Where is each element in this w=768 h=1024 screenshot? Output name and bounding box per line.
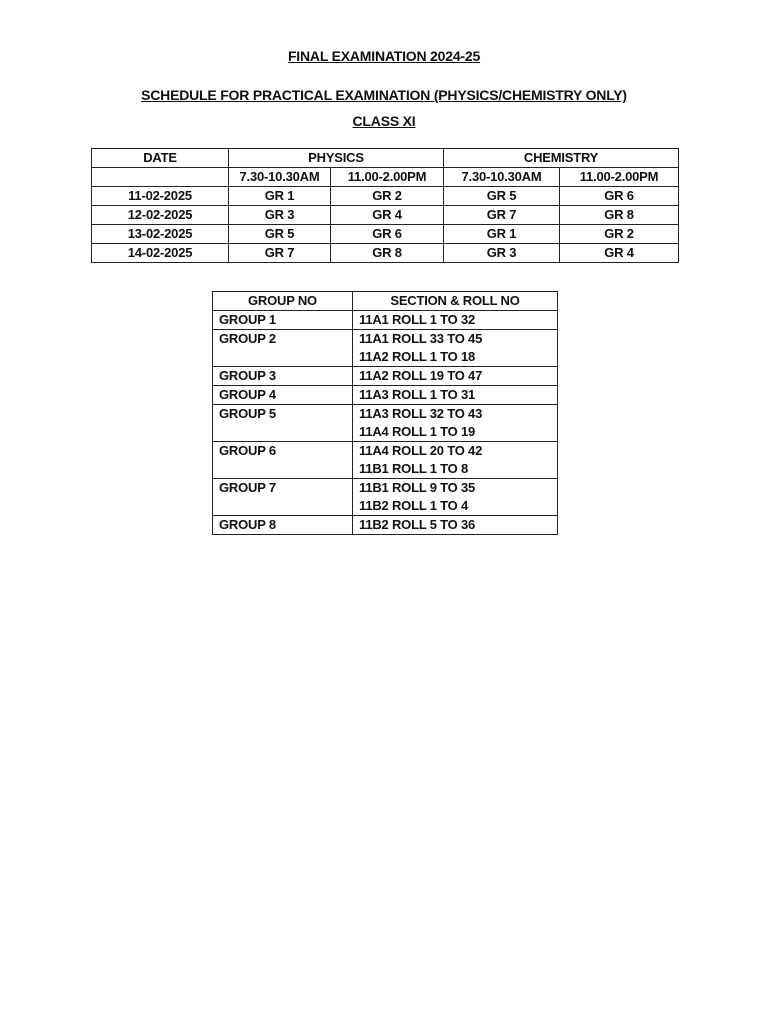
schedule-group-cell: GR 8	[331, 244, 444, 263]
schedule-group-cell: GR 6	[331, 225, 444, 244]
schedule-slot-row	[92, 168, 679, 187]
group-name: GROUP 3	[213, 367, 353, 386]
schedule-group-cell: GR 4	[331, 206, 444, 225]
section-roll-range: 11A2 ROLL 19 TO 47	[359, 368, 483, 383]
schedule-table	[91, 148, 679, 263]
schedule-date: 13-02-2025	[92, 225, 229, 244]
section-roll-range: 11A1 ROLL 33 TO 45	[359, 331, 483, 346]
schedule-group-cell: GR 3	[229, 206, 331, 225]
schedule-group-cell: GR 2	[560, 225, 679, 244]
exam-title: FINAL EXAMINATION 2024-25	[287, 48, 481, 64]
section-roll-range: 11B1 ROLL 1 TO 8	[359, 461, 469, 476]
section-header: SECTION & ROLL NO	[353, 292, 558, 311]
group-sections	[353, 386, 558, 405]
group-sections	[353, 405, 558, 442]
chemistry-header: CHEMISTRY	[444, 149, 679, 168]
date-header: DATE	[92, 149, 229, 168]
group-name: GROUP 5	[213, 405, 353, 442]
schedule-row	[92, 244, 679, 263]
schedule-row	[92, 225, 679, 244]
schedule-group-cell: GR 4	[560, 244, 679, 263]
schedule-group-cell: GR 7	[444, 206, 560, 225]
schedule-group-cell: GR 1	[444, 225, 560, 244]
section-roll-range: 11A3 ROLL 32 TO 43	[359, 406, 483, 421]
schedule-row	[92, 187, 679, 206]
groups-table	[212, 291, 558, 535]
group-name: GROUP 7	[213, 479, 353, 516]
slot-header: 7.30-10.30AM	[229, 168, 331, 187]
schedule-group-cell: GR 2	[331, 187, 444, 206]
group-sections	[353, 311, 558, 330]
group-name: GROUP 1	[213, 311, 353, 330]
schedule-date: 14-02-2025	[92, 244, 229, 263]
group-row	[213, 479, 558, 516]
group-row	[213, 367, 558, 386]
group-sections	[353, 516, 558, 535]
schedule-group-cell: GR 3	[444, 244, 560, 263]
groups-header-row	[213, 292, 558, 311]
section-roll-range: 11A1 ROLL 1 TO 32	[359, 312, 476, 327]
schedule-row	[92, 206, 679, 225]
physics-header: PHYSICS	[229, 149, 444, 168]
schedule-header-row	[92, 149, 679, 168]
section-roll-range: 11A4 ROLL 1 TO 19	[359, 424, 476, 439]
section-roll-range: 11A4 ROLL 20 TO 42	[359, 443, 483, 458]
section-roll-range: 11A2 ROLL 1 TO 18	[359, 349, 476, 364]
group-row	[213, 516, 558, 535]
slot-header: 11.00-2.00PM	[560, 168, 679, 187]
class-label: CLASS XI	[352, 113, 416, 129]
group-row	[213, 442, 558, 479]
schedule-group-cell: GR 7	[229, 244, 331, 263]
schedule-date: 12-02-2025	[92, 206, 229, 225]
group-name: GROUP 6	[213, 442, 353, 479]
slot-header: 7.30-10.30AM	[444, 168, 560, 187]
section-roll-range: 11B2 ROLL 5 TO 36	[359, 517, 476, 532]
group-name: GROUP 4	[213, 386, 353, 405]
group-sections	[353, 367, 558, 386]
empty-cell	[92, 168, 229, 187]
section-roll-range: 11B1 ROLL 9 TO 35	[359, 480, 476, 495]
schedule-group-cell: GR 8	[560, 206, 679, 225]
group-row	[213, 311, 558, 330]
slot-header: 11.00-2.00PM	[331, 168, 444, 187]
section-roll-range: 11A3 ROLL 1 TO 31	[359, 387, 476, 402]
group-row	[213, 386, 558, 405]
schedule-group-cell: GR 1	[229, 187, 331, 206]
group-name: GROUP 8	[213, 516, 353, 535]
schedule-date: 11-02-2025	[92, 187, 229, 206]
group-no-header: GROUP NO	[213, 292, 353, 311]
schedule-group-cell: GR 6	[560, 187, 679, 206]
group-name: GROUP 2	[213, 330, 353, 367]
group-row	[213, 330, 558, 367]
group-sections	[353, 479, 558, 516]
schedule-group-cell: GR 5	[229, 225, 331, 244]
group-sections	[353, 330, 558, 367]
group-sections	[353, 442, 558, 479]
group-row	[213, 405, 558, 442]
section-roll-range: 11B2 ROLL 1 TO 4	[359, 498, 469, 513]
schedule-group-cell: GR 5	[444, 187, 560, 206]
schedule-subtitle: SCHEDULE FOR PRACTICAL EXAMINATION (PHYSICS/CHEMISTRY ONLY)	[141, 87, 627, 103]
